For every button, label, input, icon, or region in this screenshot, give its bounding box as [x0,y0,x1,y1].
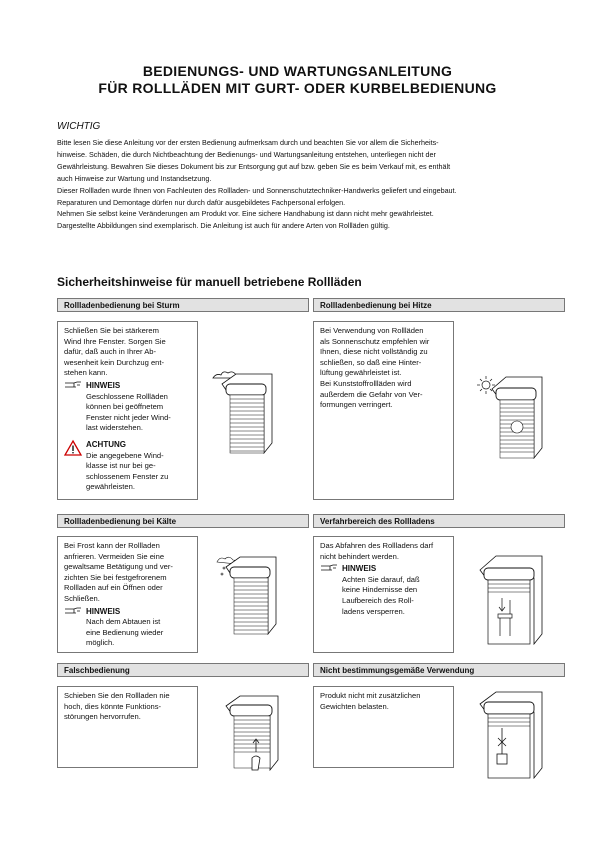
sturm-text: wesenheit kein Durchzug ent- [64,357,165,367]
hinweis-text: können bei geöffnetem [86,402,164,412]
shutter-sun-icon [470,365,550,465]
verfahr-text: Das Abfahren des Rollladens darf [320,541,434,550]
hinweis-label: HINWEIS [86,380,121,390]
falsch-text: hoch, dies könnte Funktions- [64,701,162,711]
achtung-label: ACHTUNG [86,439,126,449]
header-nicht: Nicht bestimmungsgemäße Verwendung [313,663,565,677]
kaelte-text: Rollladen auf ein Öffnen oder [64,583,163,593]
pointing-hand-icon [320,564,342,617]
header-verfahr: Verfahrbereich des Rollladens [313,514,565,528]
intro-line: Nehmen Sie selbst keine Veränderungen am Produkt vor. Eine sichere Handhabung ist dann nicht mehr gewährleistet. [57,209,434,219]
hinweis-label: HINWEIS [342,564,377,574]
warning-triangle-icon [64,440,86,493]
shutter-frost-icon [214,550,284,640]
hinweis-text: keine Hindernisse den [342,585,418,595]
shutter-storm-icon [210,365,280,460]
hitze-text: schließen, so daß eine Hinter- [320,357,422,367]
hitze-text: Bei Kunststoffrollläden wird [320,378,412,388]
shutter-push-icon [218,690,288,780]
kaelte-text: zichten Sie bei festgefrorenem [64,572,167,582]
hitze-text: außerdem die Gefahr von Ver- [320,389,423,399]
hinweis-text: Nach dem Abtauen ist [86,617,161,627]
title-line-1: BEDIENUNGS- UND WARTUNGSANLEITUNG [142,63,453,79]
header-falsch: Falschbedienung [57,663,309,677]
header-kaelte: Rollladenbedienung bei Kälte [57,514,309,528]
nicht-text: Gewichten belasten. [320,701,389,711]
box-hitze [313,321,454,500]
box-falsch [57,686,198,768]
achtung-text: Die angegebene Wind- [86,450,164,460]
sturm-text: dafür, daß auch in Ihrer Ab- [64,347,157,357]
box-sturm [57,321,198,500]
falsch-text: störungen hervorrufen. [64,712,141,722]
hinweis-text: Fenster nicht jeder Wind- [86,412,171,422]
pointing-hand-icon [64,607,86,649]
intro-line: Gewährleistung. Bewahren Sie dieses Dokument bis zur Entsorgung gut auf bzw. geben Sie es beim Verkauf mit, es enthält [57,161,451,171]
sturm-text: Schließen Sie bei stärkerem [64,326,159,335]
box-verfahr [313,536,454,653]
verfahr-hinweis [320,564,447,617]
achtung-text: klasse ist nur bei ge- [86,461,156,471]
pointing-hand-icon [64,381,86,434]
shutter-obstacle-icon [472,548,552,648]
hinweis-text: Geschlossene Rollläden [86,391,168,401]
hinweis-text: möglich. [86,638,115,648]
section-title: Sicherheitshinweise für manuell betriebene Rollläden [57,275,362,289]
hinweis-text: Achten Sie darauf, daß [342,574,420,584]
kaelte-text: gewaltsame Betätigung und ver- [64,562,173,572]
intro-line: Reparaturen und Demontage dürfen nur durch dafür ausgebildetes Fachpersonal erfolgen. [57,197,346,207]
header-hitze: Rollladenbedienung bei Hitze [313,298,565,312]
header-sturm: Rollladenbedienung bei Sturm [57,298,309,312]
verfahr-text: nicht behindert werden. [320,551,399,561]
kaelte-text: Schließen. [64,593,100,603]
sturm-text: Wind Ihre Fenster. Sorgen Sie [64,336,166,346]
hitze-text: Bei Verwendung von Rollläden [320,326,424,335]
falsch-text: Schieben Sie den Rollladen nie [64,691,170,700]
kaelte-hinweis [64,607,191,649]
intro-line: Dargestellte Abbildungen sind exemplarisch. Die Anleitung ist auch für andere Arten von Rollläden gültig. [57,221,390,231]
achtung-text: gewährleisten. [86,482,135,492]
hinweis-text: last widerstehen. [86,423,143,433]
intro-line: auch Hinweise zur Wartung und Instandsetzung. [57,173,212,183]
shutter-weight-icon [472,688,552,783]
achtung-text: schlossenem Fenster zu [86,471,169,481]
hitze-text: formungen verringert. [320,400,393,410]
nicht-text: Produkt nicht mit zusätzlichen [320,691,421,700]
hinweis-label: HINWEIS [86,606,121,616]
intro-text [57,137,547,232]
sturm-achtung [64,440,191,493]
sturm-hinweis [64,381,191,434]
kaelte-text: anfrieren. Vermeiden Sie eine [64,551,165,561]
box-kaelte [57,536,198,653]
hitze-text: lüftung gewährleistet ist. [320,368,402,378]
hitze-text: Ihnen, diese nicht vollständig zu [320,347,428,357]
intro-line: Bitte lesen Sie diese Anleitung vor der ersten Bedienung aufmerksam durch und beachten Sie vor allem die Sicherheits- [57,138,439,147]
intro-line: hinweise. Schäden, die durch Nichtbeachtung der Bedienungs- und Wartungsanleitung entstehen, unterliegen nicht der [57,149,436,159]
hinweis-text: eine Bedienung wieder [86,627,164,637]
sturm-text: stehen kann. [64,368,108,378]
intro-line: Dieser Rollladen wurde Ihnen von Fachleuten des Rollladen- und Sonnenschutztechniker-Handwerks geliefert und eingebaut. [57,185,457,195]
hinweis-text: ladens versperren. [342,606,405,616]
kaelte-text: Bei Frost kann der Rollladen [64,541,160,550]
hitze-text: als Sonnenschutz empfehlen wir [320,336,430,346]
title-line-2: FÜR ROLLLÄDEN MIT GURT- ODER KURBELBEDIENUNG [98,80,497,96]
wichtig-label: WICHTIG [57,121,101,132]
box-nicht [313,686,454,768]
hinweis-text: Laufbereich des Roll- [342,595,414,605]
